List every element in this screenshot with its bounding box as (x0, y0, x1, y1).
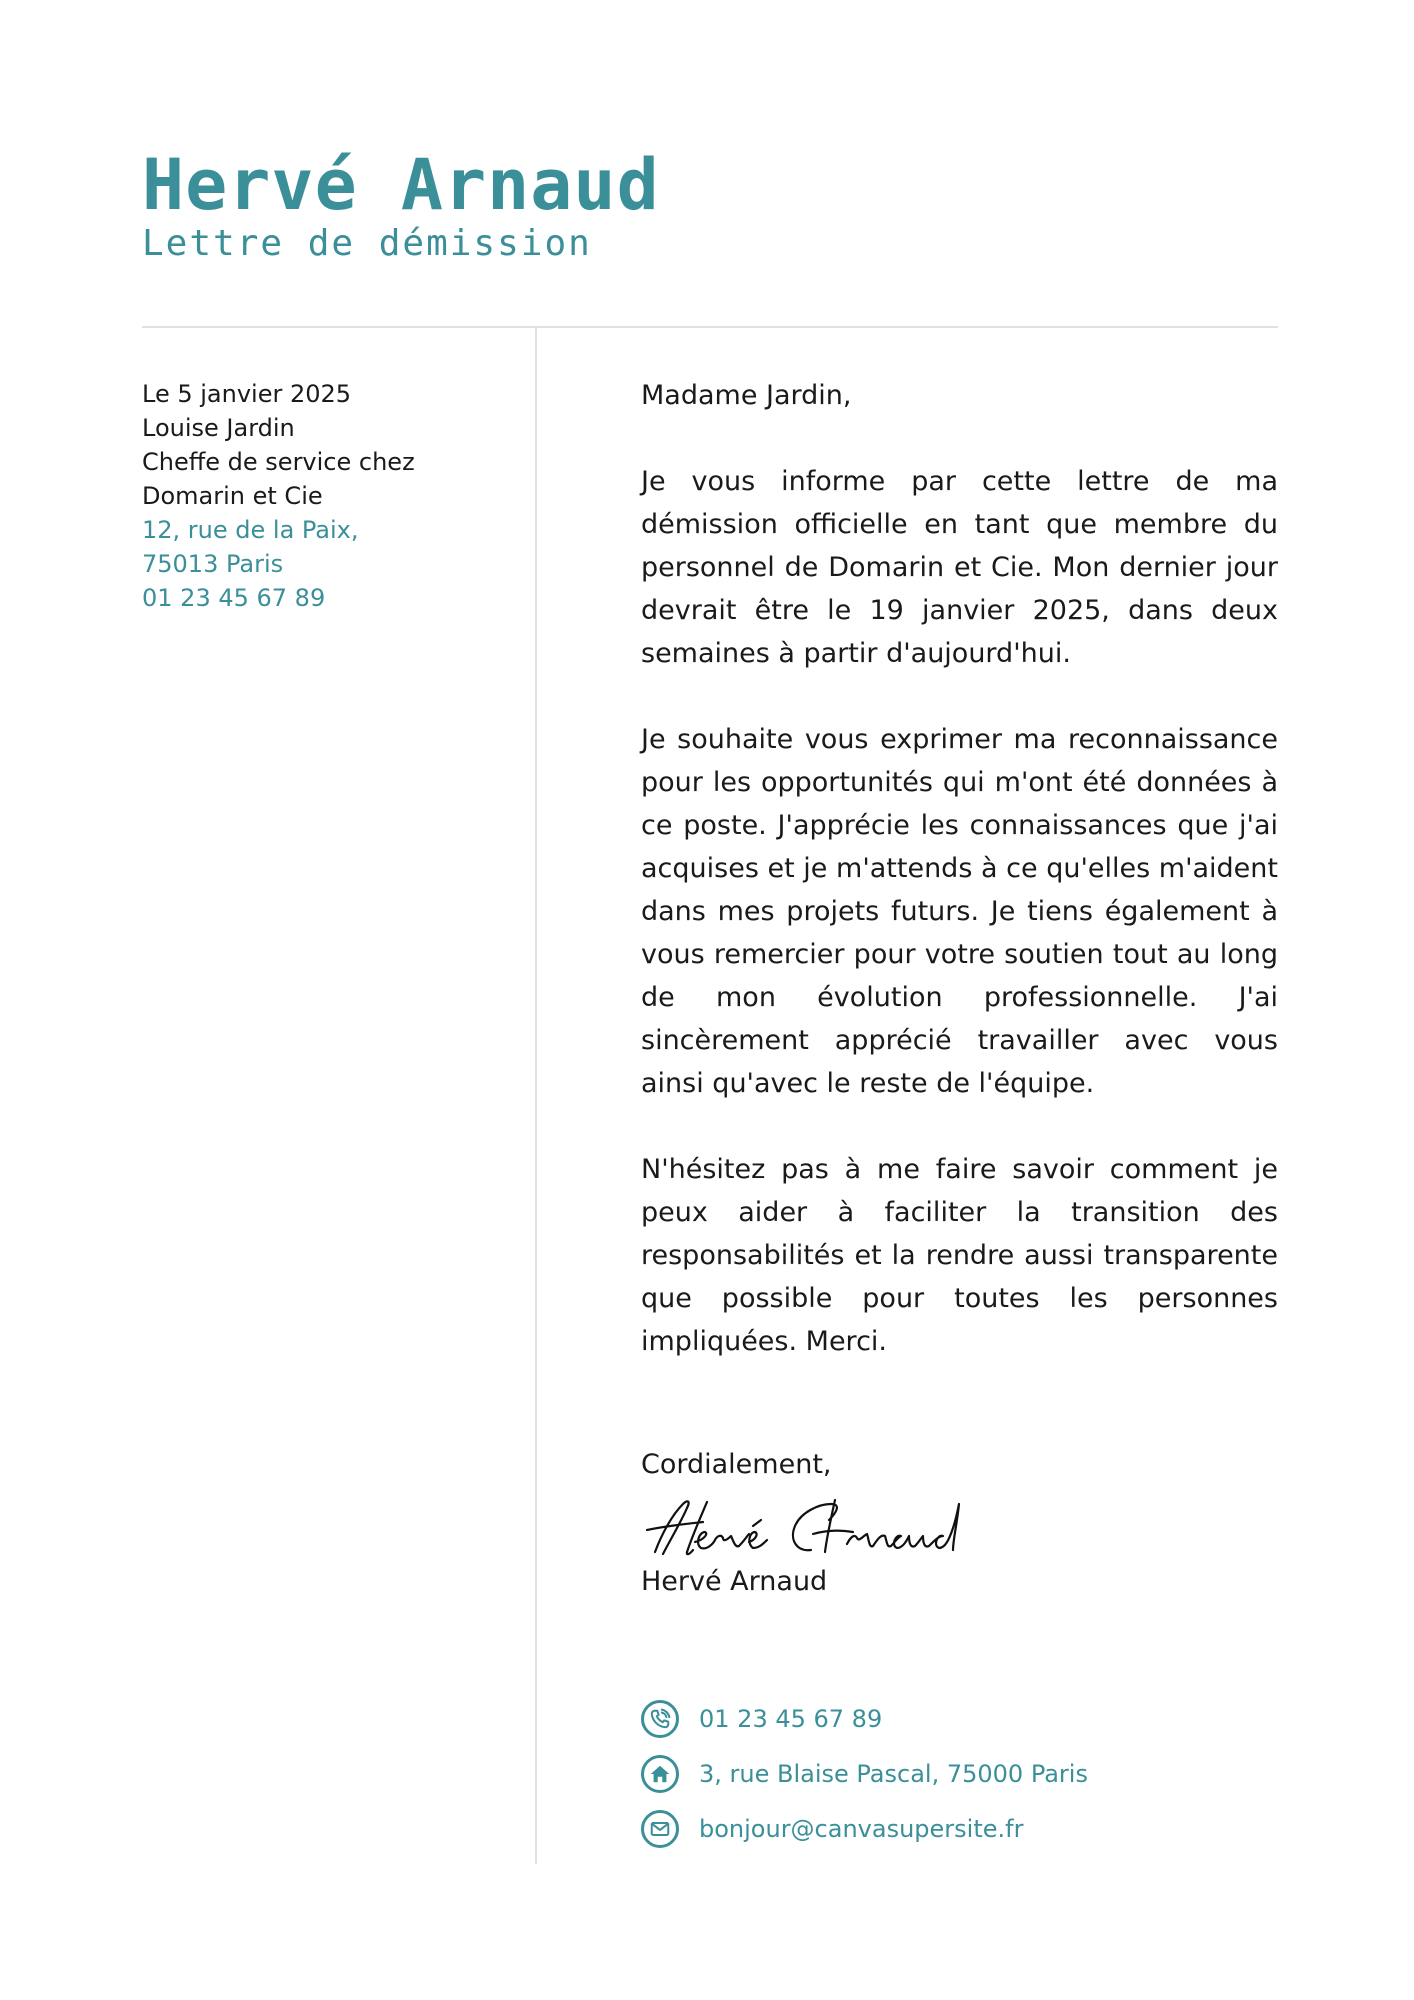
home-icon (641, 1755, 679, 1793)
horizontal-divider (142, 326, 1278, 328)
letter-paragraph-3: N'hésitez pas à me faire savoir comment je peux aider à faciliter la transition des responsabilités et la rendre aussi transparente que possible pour toutes les personnes impliquées. Merci. (641, 1154, 1278, 1357)
recipient-block (142, 377, 522, 615)
letter-header (142, 142, 660, 266)
letter-paragraph-2: Je souhaite vous exprimer ma reconnaissance pour les opportunités qui m'ont été données à ce poste. J'apprécie les connaissances que j'ai acquises et je m'attends à ce qu'elles m'aident dans mes projets futurs. Je tiens également à vous remercier pour votre soutien tout au long de mon évolution professionnelle. J'ai sincèrement apprécié travailler avec vous ainsi qu'avec le reste de l'équipe. (641, 724, 1278, 1099)
recipient-address-line1: 12, rue de la Paix, (142, 516, 359, 544)
letter-paragraph-1: Je vous informe par cette lettre de ma démission officielle en tant que membre du personnel de Domarin et Cie. Mon dernier jour devrait être le 19 janvier 2025, dans deux semaines à partir d'aujourd'hui. (641, 466, 1278, 669)
recipient-title-line1: Cheffe de service chez (142, 448, 415, 476)
vertical-divider (535, 328, 537, 1864)
document-subtitle: Lettre de démission (142, 223, 592, 264)
recipient-title-line2: Domarin et Cie (142, 482, 323, 510)
contact-phone (641, 1697, 1278, 1741)
contact-address (641, 1752, 1278, 1796)
contact-address-text: 3, rue Blaise Pascal, 75000 Paris (699, 1760, 1088, 1788)
letter-body (641, 374, 1278, 1603)
mail-icon (641, 1810, 679, 1848)
handwritten-signature (641, 1490, 1278, 1568)
letter-date: Le 5 janvier 2025 (142, 380, 352, 408)
letter-closing: Cordialement, (641, 1449, 832, 1480)
contact-email-text: bonjour@canvasupersite.fr (699, 1815, 1024, 1843)
sender-name: Hervé Arnaud (142, 144, 660, 226)
recipient-name: Louise Jardin (142, 414, 295, 442)
recipient-address-line2: 75013 Paris (142, 550, 284, 578)
phone-icon (641, 1700, 679, 1738)
letter-greeting: Madame Jardin, (641, 380, 852, 411)
signer-name: Hervé Arnaud (641, 1566, 828, 1597)
contact-phone-text: 01 23 45 67 89 (699, 1705, 883, 1733)
recipient-phone: 01 23 45 67 89 (142, 584, 326, 612)
contact-list (641, 1697, 1278, 1862)
contact-email (641, 1807, 1278, 1851)
